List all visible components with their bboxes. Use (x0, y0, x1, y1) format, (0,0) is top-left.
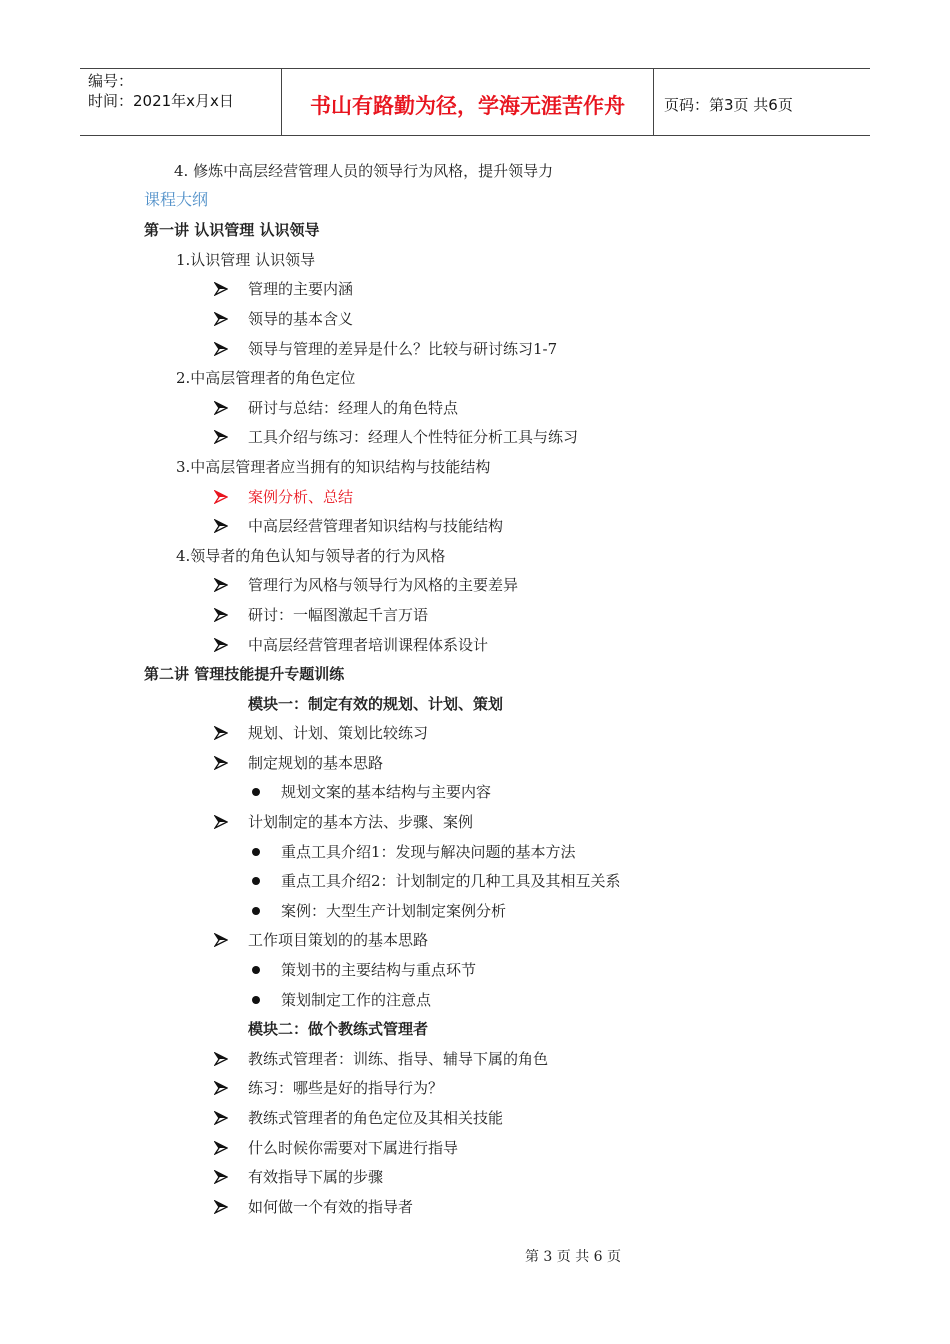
arrow-bullet-icon (214, 312, 228, 326)
arrow-bullet-icon (214, 1052, 228, 1066)
module-2-title: 模块二：做个教练式管理者 (248, 1020, 429, 1038)
list-item: 研讨与总结：经理人的角色特点 (248, 399, 459, 417)
section-1-1: 1.认识管理 认识领导 (176, 251, 316, 269)
arrow-bullet-icon (214, 430, 228, 444)
page-footer (0, 1246, 950, 1266)
intro-item-4: 4. 修炼中高层经营管理人员的领导行为风格，提升领导力 (174, 162, 554, 180)
list-item: 规划、计划、策划比较练习 (248, 724, 429, 742)
lecture-1-title: 第一讲 认识管理 认识领导 (144, 221, 320, 239)
arrow-bullet-icon (214, 815, 228, 829)
arrow-bullet-icon (214, 726, 228, 740)
list-item: 管理的主要内涵 (248, 280, 354, 298)
header-meta (80, 69, 282, 135)
footer-page-number: 第 3 页 共 6 页 (524, 1249, 622, 1265)
list-item: 工具介绍与练习：经理人个性特征分析工具与练习 (248, 428, 579, 446)
arrow-bullet-icon (214, 401, 228, 415)
lecture-2-title: 第二讲 管理技能提升专题训练 (144, 665, 345, 683)
header-page-number: 页码：第3页 共6页 (664, 95, 793, 114)
sub-list-item: 策划制定工作的注意点 (281, 991, 432, 1009)
section-1-2: 2.中高层管理者的角色定位 (176, 369, 356, 387)
arrow-bullet-icon (214, 1081, 228, 1095)
arrow-bullet-icon (214, 638, 228, 652)
arrow-bullet-icon (214, 578, 228, 592)
list-item: 管理行为风格与领导行为风格的主要差异 (248, 576, 519, 594)
list-item: 领导与管理的差异是什么？比较与研讨练习1-7 (248, 340, 558, 358)
page-header (80, 68, 870, 136)
sub-list-item: 案例：大型生产计划制定案例分析 (281, 902, 507, 920)
header-motto: 书山有路勤为径，学海无涯苦作舟 (282, 69, 654, 135)
list-item: 工作项目策划的的基本思路 (248, 931, 429, 949)
list-item: 有效指导下属的步骤 (248, 1168, 384, 1186)
list-item-highlighted: 案例分析、总结 (248, 488, 354, 506)
arrow-bullet-icon (214, 342, 228, 356)
arrow-bullet-icon (214, 282, 228, 296)
arrow-bullet-icon (214, 1141, 228, 1155)
dot-bullet-icon (252, 966, 260, 974)
section-1-3: 3.中高层管理者应当拥有的知识结构与技能结构 (176, 458, 491, 476)
arrow-bullet-icon (214, 1200, 228, 1214)
doc-time-label: 时间：2021年x月x日 (88, 92, 234, 110)
dot-bullet-icon (252, 907, 260, 915)
list-item: 教练式管理者的角色定位及其相关技能 (248, 1109, 504, 1127)
list-item: 计划制定的基本方法、步骤、案例 (248, 813, 474, 831)
list-item: 中高层经营管理者知识结构与技能结构 (248, 517, 504, 535)
arrow-bullet-icon (214, 519, 228, 533)
list-item: 什么时候你需要对下属进行指导 (248, 1139, 459, 1157)
arrow-bullet-icon (214, 1111, 228, 1125)
arrow-bullet-icon (214, 756, 228, 770)
list-item: 练习：哪些是好的指导行为？ (248, 1079, 444, 1097)
arrow-bullet-icon (214, 490, 228, 504)
list-item: 教练式管理者：训练、指导、辅导下属的角色 (248, 1050, 549, 1068)
dot-bullet-icon (252, 877, 260, 885)
dot-bullet-icon (252, 788, 260, 796)
list-item: 如何做一个有效的指导者 (248, 1198, 414, 1216)
sub-list-item: 重点工具介绍2：计划制定的几种工具及其相互关系 (281, 872, 621, 890)
arrow-bullet-icon (214, 608, 228, 622)
arrow-bullet-icon (214, 1170, 228, 1184)
dot-bullet-icon (252, 996, 260, 1004)
sub-list-item: 策划书的主要结构与重点环节 (281, 961, 477, 979)
list-item: 研讨：一幅图激起千言万语 (248, 606, 429, 624)
sub-list-item: 规划文案的基本结构与主要内容 (281, 783, 492, 801)
module-1-title: 模块一：制定有效的规划、计划、策划 (248, 695, 504, 713)
list-item: 中高层经营管理者培训课程体系设计 (248, 636, 489, 654)
list-item: 制定规划的基本思路 (248, 754, 384, 772)
doc-number-label: 编号： (88, 72, 134, 90)
sub-list-item: 重点工具介绍1：发现与解决问题的基本方法 (281, 843, 576, 861)
dot-bullet-icon (252, 848, 260, 856)
outline-title: 课程大纲 (144, 190, 209, 209)
list-item: 领导的基本含义 (248, 310, 354, 328)
section-1-4: 4.领导者的角色认知与领导者的行为风格 (176, 547, 446, 565)
arrow-bullet-icon (214, 933, 228, 947)
